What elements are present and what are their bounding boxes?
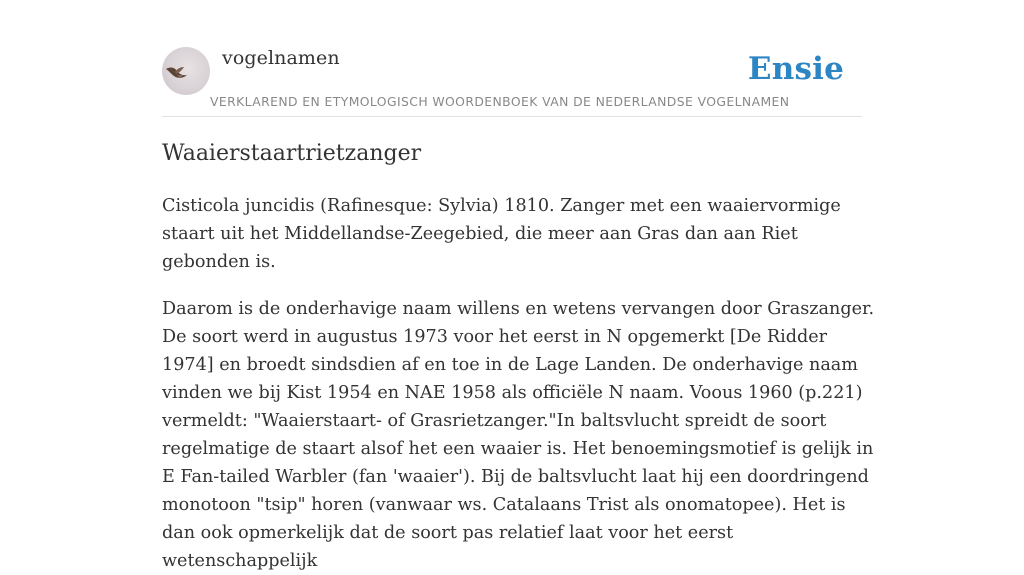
article-title: Waaierstaartrietzanger [162,141,422,166]
site-header [162,46,862,117]
blog-subtitle: VERKLAREND EN ETYMOLOGISCH WOORDENBOEK VAN DE NEDERLANDSE VOGELNAMEN [210,94,790,109]
article-paragraph: Daarom is de onderhavige naam willens en wetens vervangen door Graszanger. De soort werd in augustus 1973 voor het eerst in N opgemerkt [De Ridder 1974] en broedt sindsdien af en toe in de Lage Landen. De onderhavige naam vinden we bij Kist 1954 en NAE 1958 als officiële N naam. Voous 1960 (p.221) vermeldt: "Waaierstaart- of Grasrietzanger."In baltsvlucht spreidt de soort regelmatige de staart alsof het een waaier is. Het benoemingsmotief is gelijk in E Fan-tailed Warbler (fan 'waaier'). Bij de baltsvlucht laat hij een doordringend monotoon "tsip" horen (vanwaar ws. Catalaans Trist als onomatopee). Het is dan ook opmerkelijk dat de soort pas relatief laat voor het eerst wetenschappelijk [162,299,875,571]
article [162,138,882,575]
article-paragraph: Cisticola juncidis (Rafinesque: Sylvia) 1810. Zanger met een waaiervormige staart uit het Middellandse-Zeegebied, die meer aan Gras dan aan Riet gebonden is. [162,196,841,272]
avatar[interactable] [162,47,210,95]
bird-photo-icon [162,47,210,95]
blog-name[interactable]: vogelnamen [222,47,340,69]
brand-logo[interactable]: Ensie [747,51,844,87]
